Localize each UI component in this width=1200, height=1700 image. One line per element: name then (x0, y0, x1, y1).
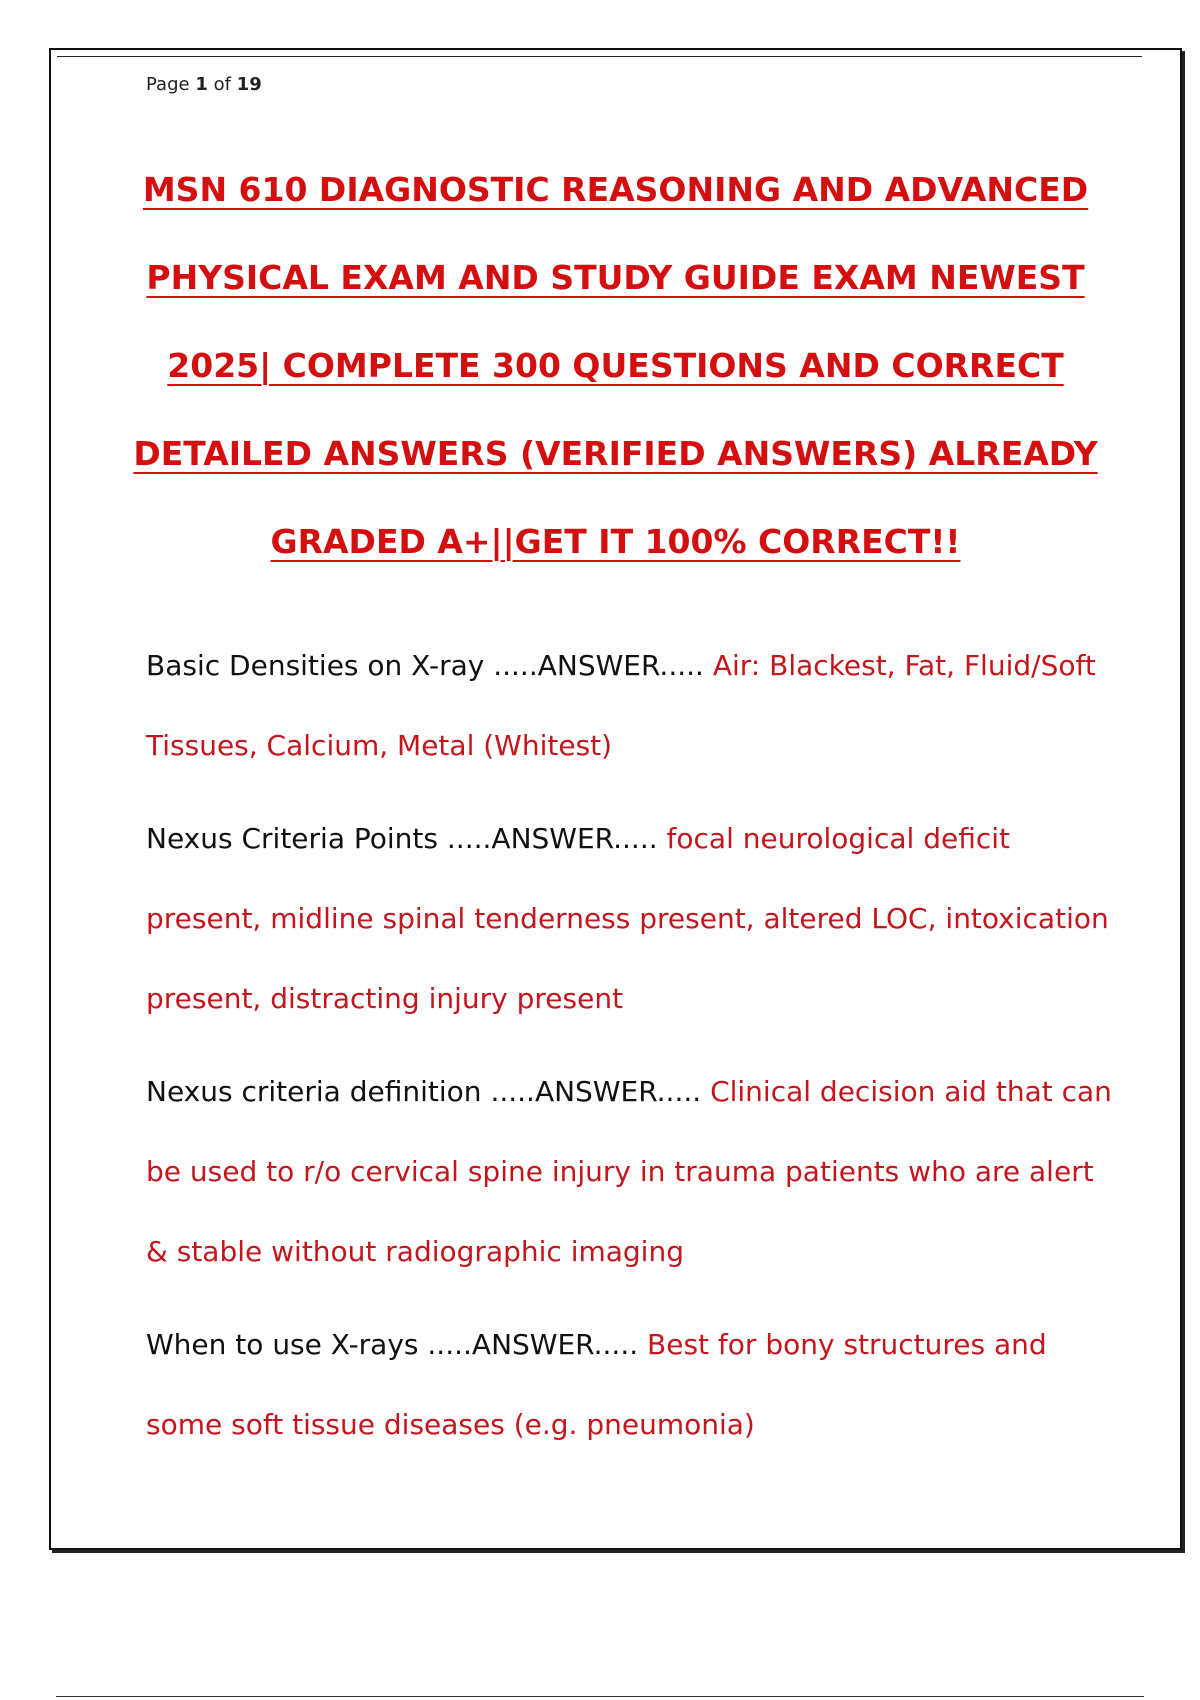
qa-item (146, 799, 1121, 1039)
question-text: Basic Densities on X-ray (146, 649, 485, 682)
title-line: MSN 610 DIAGNOSTIC REASONING AND ADVANCED (142, 170, 1089, 209)
question-text: Nexus Criteria Points (146, 822, 438, 855)
qa-list (146, 626, 1121, 1478)
question-text: Nexus criteria definition (146, 1075, 482, 1108)
answer-separator: .....ANSWER..... (490, 1075, 702, 1108)
title-line: PHYSICAL EXAM AND STUDY GUIDE EXAM NEWEST (146, 258, 1085, 297)
top-rule (57, 56, 1142, 57)
question-text: When to use X-rays (146, 1328, 419, 1361)
answer-separator: .....ANSWER..... (493, 649, 704, 682)
qa-item (146, 1305, 1121, 1465)
qa-item (146, 626, 1121, 786)
page-number (146, 74, 262, 95)
answer-separator: .....ANSWER..... (446, 822, 658, 855)
document-title (71, 146, 1160, 586)
answer-text: Air: Blackest, Fat, Fluid/Soft Tissues, Calcium, Metal (Whitest) (146, 649, 1096, 762)
page-total: 19 (236, 74, 262, 95)
document-page (49, 48, 1182, 1550)
title-line: DETAILED ANSWERS (VERIFIED ANSWERS) ALREADY (133, 434, 1098, 473)
answer-text: Best for bony structures and some soft tissue diseases (e.g. pneumonia) (146, 1328, 1047, 1441)
title-line: 2025| COMPLETE 300 QUESTIONS AND CORRECT (167, 346, 1064, 385)
answer-separator: .....ANSWER..... (427, 1328, 639, 1361)
page-label: Page (146, 74, 190, 95)
page-of: of (213, 74, 231, 95)
page-current: 1 (195, 74, 208, 95)
answer-text: Clinical decision aid that can be used to r/o cervical spine injury in trauma patients who are alert & stable without radiographic imaging (146, 1075, 1112, 1268)
qa-item (146, 1052, 1121, 1292)
next-page-top-rule (56, 1696, 1144, 1697)
title-line: GRADED A+||GET IT 100% CORRECT!! (270, 522, 961, 561)
answer-text: focal neurological deficit present, midline spinal tenderness present, altered LOC, intoxication present, distracting injury present (146, 822, 1109, 1015)
